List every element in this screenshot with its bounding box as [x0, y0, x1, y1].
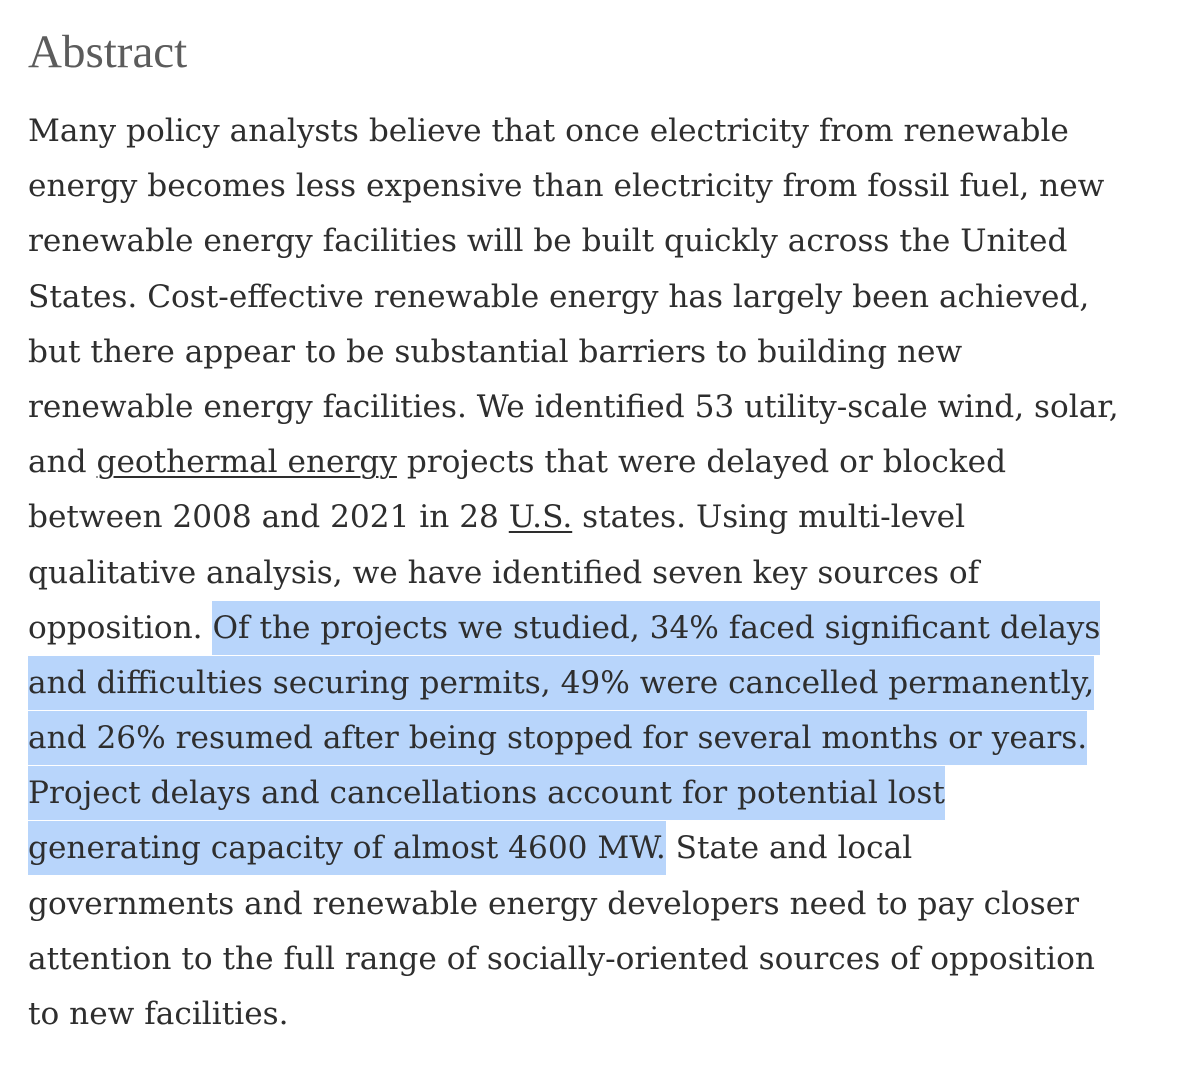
abstract-line [28, 270, 1188, 325]
abstract-line [28, 325, 1188, 380]
selected-text: and difficulties securing permits, 49% were cancelled permanently, [28, 656, 1094, 710]
abstract-text: qualitative analysis, we have identified seven key sources of [28, 554, 980, 591]
abstract-line [28, 821, 1188, 876]
abstract-line [28, 104, 1188, 159]
abstract-text: renewable energy facilities. We identified 53 utility-scale wind, solar, [28, 388, 1119, 425]
abstract-text: Many policy analysts believe that once electricity from renewable [28, 113, 1069, 149]
abstract-line [28, 159, 1188, 214]
selected-text: and 26% resumed after being stopped for several months or years. [28, 711, 1087, 765]
abstract-line [28, 766, 1188, 821]
abstract-text: but there appear to be substantial barriers to building new [28, 333, 963, 370]
abstract-line [28, 546, 1188, 601]
abstract-text: opposition. [28, 609, 213, 646]
selected-text: generating capacity of almost 4600 MW. [28, 821, 666, 875]
abstract-line [28, 601, 1188, 656]
selected-text: Project delays and cancellations account for potential lost [28, 766, 945, 820]
abstract-line [28, 932, 1188, 987]
abstract-text: projects that were delayed or blocked [396, 444, 1007, 481]
abstract-text: between 2008 and 2021 in 28 [28, 499, 509, 536]
abstract-line [28, 711, 1188, 766]
abstract-heading: Abstract [28, 26, 188, 78]
abstract-line [28, 877, 1188, 932]
abstract-line [28, 214, 1188, 269]
selected-text: Of the projects we studied, 34% faced significant delays [212, 601, 1100, 655]
abstract-text: to new facilities. [28, 996, 289, 1032]
abstract-text: attention to the full range of socially-oriented sources of opposition [28, 940, 1095, 977]
abstract-line [28, 435, 1188, 490]
abstract-text: energy becomes less expensive than electricity from fossil fuel, new [28, 168, 1105, 205]
abstract-text: renewable energy facilities will be built quickly across the United [28, 223, 1068, 260]
abstract-text: State and local [665, 830, 913, 867]
abstract-body [28, 104, 1188, 1042]
abstract-text: States. Cost-effective renewable energy has largely been achieved, [28, 278, 1090, 315]
abstract-text: states. Using multi-level [572, 499, 966, 536]
abstract-line [28, 490, 1188, 545]
abstract-line [28, 656, 1188, 711]
abstract-line [28, 380, 1188, 435]
abstract-link[interactable]: U.S. [508, 499, 573, 536]
abstract-text: and [28, 444, 97, 481]
abstract-text: governments and renewable energy developers need to pay closer [28, 885, 1080, 922]
abstract-line [28, 987, 1188, 1042]
abstract-link[interactable]: geothermal energy [96, 444, 397, 481]
